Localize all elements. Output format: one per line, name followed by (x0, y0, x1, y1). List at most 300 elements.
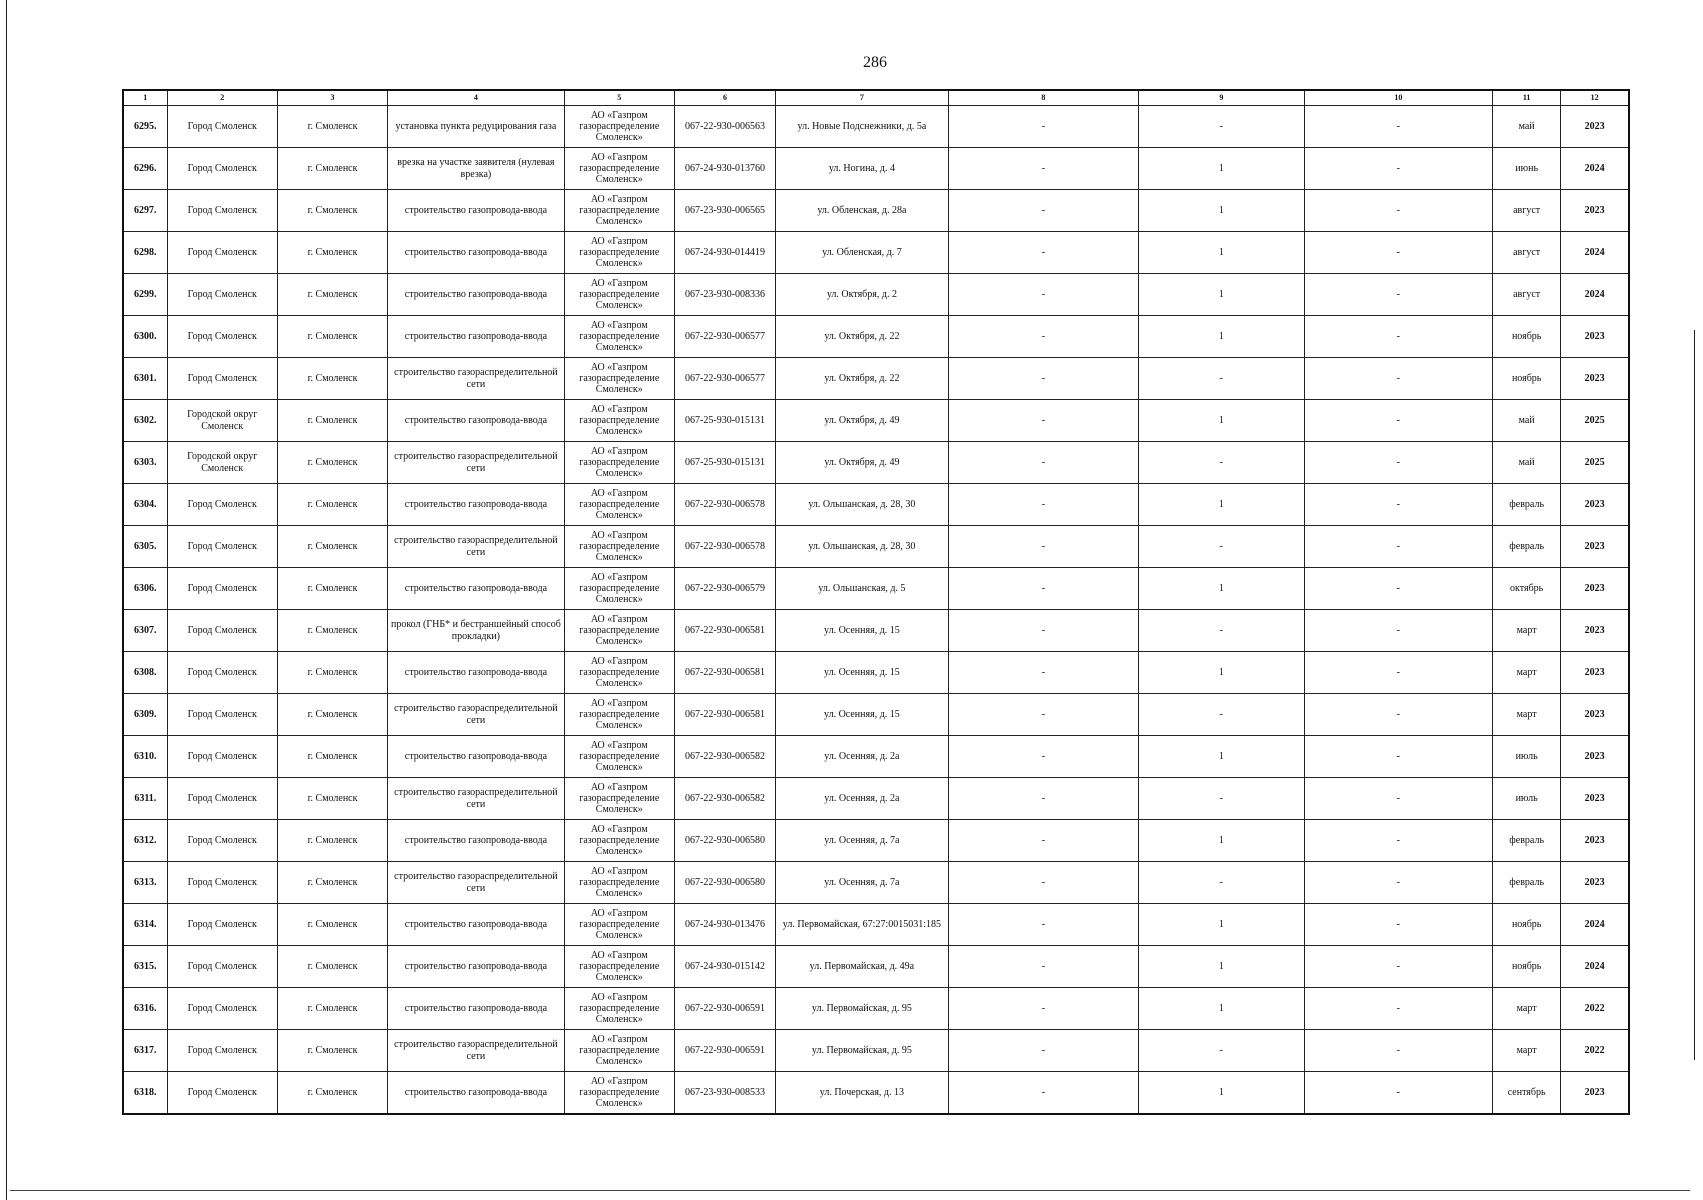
row-number: 6295. (123, 106, 167, 148)
city-cell: г. Смоленск (277, 526, 387, 568)
city-cell: г. Смоленск (277, 400, 387, 442)
work-type-cell: строительство газопровода-ввода (388, 820, 564, 862)
application-code-cell: 067-23-930-008336 (674, 274, 775, 316)
column-9-cell: - (1139, 106, 1304, 148)
work-type-cell: строительство газопровода-ввода (388, 190, 564, 232)
table-row (123, 610, 1629, 652)
column-8-cell: - (948, 862, 1139, 904)
column-8-cell: - (948, 274, 1139, 316)
address-cell: ул. Ногина, д. 4 (776, 148, 948, 190)
year-cell: 2023 (1561, 694, 1629, 736)
row-number: 6307. (123, 610, 167, 652)
table-row (123, 232, 1629, 274)
address-cell: ул. Ольшанская, д. 5 (776, 568, 948, 610)
organization-cell: АО «Газпром газораспределение Смоленск» (564, 862, 674, 904)
city-cell: г. Смоленск (277, 1030, 387, 1072)
address-cell: ул. Октября, д. 49 (776, 400, 948, 442)
month-cell: март (1493, 694, 1561, 736)
organization-cell: АО «Газпром газораспределение Смоленск» (564, 694, 674, 736)
column-8-cell: - (948, 526, 1139, 568)
row-number: 6311. (123, 778, 167, 820)
row-number: 6297. (123, 190, 167, 232)
application-code-cell: 067-22-930-006577 (674, 316, 775, 358)
table-row (123, 736, 1629, 778)
address-cell: ул. Первомайская, д. 95 (776, 988, 948, 1030)
organization-cell: АО «Газпром газораспределение Смоленск» (564, 106, 674, 148)
column-8-cell: - (948, 904, 1139, 946)
month-cell: октябрь (1493, 568, 1561, 610)
column-8-cell: - (948, 988, 1139, 1030)
month-cell: август (1493, 274, 1561, 316)
year-cell: 2024 (1561, 232, 1629, 274)
application-code-cell: 067-22-930-006577 (674, 358, 775, 400)
column-header: 8 (948, 90, 1139, 106)
column-header: 10 (1304, 90, 1493, 106)
city-cell: г. Смоленск (277, 148, 387, 190)
month-cell: май (1493, 442, 1561, 484)
organization-cell: АО «Газпром газораспределение Смоленск» (564, 190, 674, 232)
column-9-cell: 1 (1139, 904, 1304, 946)
column-8-cell: - (948, 148, 1139, 190)
table-row (123, 778, 1629, 820)
address-cell: ул. Октября, д. 49 (776, 442, 948, 484)
city-cell: г. Смоленск (277, 190, 387, 232)
city-cell: г. Смоленск (277, 232, 387, 274)
row-number: 6304. (123, 484, 167, 526)
district-cell: Город Смоленск (167, 232, 277, 274)
work-type-cell: установка пункта редуцирования газа (388, 106, 564, 148)
column-9-cell: - (1139, 1030, 1304, 1072)
district-cell: Город Смоленск (167, 358, 277, 400)
organization-cell: АО «Газпром газораспределение Смоленск» (564, 484, 674, 526)
table-row (123, 316, 1629, 358)
column-9-cell: - (1139, 862, 1304, 904)
column-header: 7 (776, 90, 948, 106)
column-8-cell: - (948, 358, 1139, 400)
column-9-cell: - (1139, 526, 1304, 568)
city-cell: г. Смоленск (277, 316, 387, 358)
application-code-cell: 067-24-930-013476 (674, 904, 775, 946)
district-cell: Город Смоленск (167, 820, 277, 862)
column-8-cell: - (948, 442, 1139, 484)
organization-cell: АО «Газпром газораспределение Смоленск» (564, 778, 674, 820)
row-number: 6306. (123, 568, 167, 610)
table-row (123, 820, 1629, 862)
column-header: 1 (123, 90, 167, 106)
row-number: 6315. (123, 946, 167, 988)
work-type-cell: строительство газопровода-ввода (388, 274, 564, 316)
year-cell: 2023 (1561, 778, 1629, 820)
application-code-cell: 067-25-930-015131 (674, 442, 775, 484)
application-code-cell: 067-22-930-006581 (674, 694, 775, 736)
year-cell: 2023 (1561, 736, 1629, 778)
work-type-cell: строительство газораспределительной сети (388, 694, 564, 736)
column-8-cell: - (948, 652, 1139, 694)
work-type-cell: строительство газопровода-ввода (388, 1072, 564, 1115)
city-cell: г. Смоленск (277, 778, 387, 820)
address-cell: ул. Осенняя, д. 15 (776, 694, 948, 736)
district-cell: Город Смоленск (167, 484, 277, 526)
row-number: 6305. (123, 526, 167, 568)
application-code-cell: 067-22-930-006581 (674, 610, 775, 652)
address-cell: ул. Октября, д. 22 (776, 316, 948, 358)
column-10-cell: - (1304, 736, 1493, 778)
column-8-cell: - (948, 106, 1139, 148)
column-9-cell: - (1139, 442, 1304, 484)
month-cell: май (1493, 106, 1561, 148)
table-row (123, 148, 1629, 190)
row-number: 6310. (123, 736, 167, 778)
column-10-cell: - (1304, 778, 1493, 820)
month-cell: март (1493, 610, 1561, 652)
application-code-cell: 067-23-930-008533 (674, 1072, 775, 1115)
organization-cell: АО «Газпром газораспределение Смоленск» (564, 610, 674, 652)
column-10-cell: - (1304, 1072, 1493, 1115)
table-row (123, 442, 1629, 484)
work-type-cell: прокол (ГНБ* и бестраншейный способ прокладки) (388, 610, 564, 652)
row-number: 6316. (123, 988, 167, 1030)
column-9-cell: 1 (1139, 946, 1304, 988)
column-10-cell: - (1304, 694, 1493, 736)
district-cell: Город Смоленск (167, 568, 277, 610)
address-cell: ул. Осенняя, д. 7а (776, 820, 948, 862)
address-cell: ул. Почерская, д. 13 (776, 1072, 948, 1115)
work-type-cell: строительство газопровода-ввода (388, 568, 564, 610)
district-cell: Город Смоленск (167, 946, 277, 988)
column-header: 3 (277, 90, 387, 106)
year-cell: 2023 (1561, 610, 1629, 652)
column-10-cell: - (1304, 358, 1493, 400)
year-cell: 2023 (1561, 862, 1629, 904)
table-row (123, 106, 1629, 148)
organization-cell: АО «Газпром газораспределение Смоленск» (564, 400, 674, 442)
district-cell: Город Смоленск (167, 778, 277, 820)
city-cell: г. Смоленск (277, 652, 387, 694)
year-cell: 2024 (1561, 274, 1629, 316)
address-cell: ул. Первомайская, д. 95 (776, 1030, 948, 1072)
work-type-cell: строительство газораспределительной сети (388, 862, 564, 904)
table-row (123, 568, 1629, 610)
organization-cell: АО «Газпром газораспределение Смоленск» (564, 274, 674, 316)
bottom-rule (10, 1190, 1690, 1191)
application-code-cell: 067-23-930-006565 (674, 190, 775, 232)
column-10-cell: - (1304, 568, 1493, 610)
work-type-cell: врезка на участке заявителя (нулевая врезка) (388, 148, 564, 190)
page-number: 286 (863, 54, 887, 71)
application-code-cell: 067-22-930-006563 (674, 106, 775, 148)
organization-cell: АО «Газпром газораспределение Смоленск» (564, 988, 674, 1030)
application-code-cell: 067-22-930-006578 (674, 484, 775, 526)
column-9-cell: 1 (1139, 568, 1304, 610)
column-9-cell: 1 (1139, 190, 1304, 232)
year-cell: 2022 (1561, 988, 1629, 1030)
column-10-cell: - (1304, 904, 1493, 946)
row-number: 6296. (123, 148, 167, 190)
address-cell: ул. Октября, д. 2 (776, 274, 948, 316)
column-10-cell: - (1304, 862, 1493, 904)
application-code-cell: 067-22-930-006591 (674, 1030, 775, 1072)
district-cell: Город Смоленск (167, 1030, 277, 1072)
city-cell: г. Смоленск (277, 442, 387, 484)
year-cell: 2023 (1561, 526, 1629, 568)
row-number: 6308. (123, 652, 167, 694)
table-row (123, 694, 1629, 736)
month-cell: август (1493, 190, 1561, 232)
table-row (123, 190, 1629, 232)
year-cell: 2023 (1561, 484, 1629, 526)
organization-cell: АО «Газпром газораспределение Смоленск» (564, 316, 674, 358)
organization-cell: АО «Газпром газораспределение Смоленск» (564, 904, 674, 946)
column-10-cell: - (1304, 946, 1493, 988)
table-row (123, 358, 1629, 400)
column-header: 6 (674, 90, 775, 106)
row-number: 6299. (123, 274, 167, 316)
application-code-cell: 067-24-930-013760 (674, 148, 775, 190)
month-cell: июль (1493, 778, 1561, 820)
organization-cell: АО «Газпром газораспределение Смоленск» (564, 1030, 674, 1072)
column-9-cell: 1 (1139, 232, 1304, 274)
column-8-cell: - (948, 484, 1139, 526)
year-cell: 2023 (1561, 820, 1629, 862)
address-cell: ул. Ольшанская, д. 28, 30 (776, 484, 948, 526)
work-type-cell: строительство газопровода-ввода (388, 232, 564, 274)
table-row (123, 862, 1629, 904)
year-cell: 2024 (1561, 148, 1629, 190)
month-cell: март (1493, 1030, 1561, 1072)
organization-cell: АО «Газпром газораспределение Смоленск» (564, 568, 674, 610)
year-cell: 2023 (1561, 190, 1629, 232)
work-type-cell: строительство газопровода-ввода (388, 652, 564, 694)
table-row (123, 988, 1629, 1030)
column-header: 9 (1139, 90, 1304, 106)
column-9-cell: - (1139, 358, 1304, 400)
column-10-cell: - (1304, 610, 1493, 652)
column-8-cell: - (948, 400, 1139, 442)
column-9-cell: 1 (1139, 400, 1304, 442)
month-cell: май (1493, 400, 1561, 442)
city-cell: г. Смоленск (277, 106, 387, 148)
column-10-cell: - (1304, 526, 1493, 568)
table-row (123, 652, 1629, 694)
district-cell: Город Смоленск (167, 1072, 277, 1115)
work-type-cell: строительство газопровода-ввода (388, 904, 564, 946)
address-cell: ул. Новые Подснежники, д. 5а (776, 106, 948, 148)
month-cell: июнь (1493, 148, 1561, 190)
column-8-cell: - (948, 736, 1139, 778)
address-cell: ул. Обленская, д. 28а (776, 190, 948, 232)
organization-cell: АО «Газпром газораспределение Смоленск» (564, 442, 674, 484)
city-cell: г. Смоленск (277, 484, 387, 526)
application-code-cell: 067-22-930-006581 (674, 652, 775, 694)
city-cell: г. Смоленск (277, 988, 387, 1030)
column-10-cell: - (1304, 148, 1493, 190)
table-row (123, 526, 1629, 568)
city-cell: г. Смоленск (277, 274, 387, 316)
table-row (123, 946, 1629, 988)
work-type-cell: строительство газопровода-ввода (388, 946, 564, 988)
column-10-cell: - (1304, 442, 1493, 484)
year-cell: 2024 (1561, 946, 1629, 988)
column-number-row (123, 90, 1629, 106)
row-number: 6303. (123, 442, 167, 484)
district-cell: Город Смоленск (167, 106, 277, 148)
city-cell: г. Смоленск (277, 358, 387, 400)
work-type-cell: строительство газопровода-ввода (388, 400, 564, 442)
column-10-cell: - (1304, 400, 1493, 442)
month-cell: ноябрь (1493, 904, 1561, 946)
work-type-cell: строительство газопровода-ввода (388, 484, 564, 526)
row-number: 6309. (123, 694, 167, 736)
column-10-cell: - (1304, 652, 1493, 694)
year-cell: 2025 (1561, 400, 1629, 442)
organization-cell: АО «Газпром газораспределение Смоленск» (564, 526, 674, 568)
organization-cell: АО «Газпром газораспределение Смоленск» (564, 148, 674, 190)
application-code-cell: 067-22-930-006580 (674, 862, 775, 904)
district-cell: Город Смоленск (167, 316, 277, 358)
column-header: 12 (1561, 90, 1629, 106)
year-cell: 2023 (1561, 316, 1629, 358)
table-row (123, 484, 1629, 526)
column-9-cell: 1 (1139, 316, 1304, 358)
application-code-cell: 067-22-930-006582 (674, 736, 775, 778)
address-cell: ул. Осенняя, д. 2а (776, 736, 948, 778)
column-8-cell: - (948, 694, 1139, 736)
column-header: 2 (167, 90, 277, 106)
district-cell: Город Смоленск (167, 694, 277, 736)
column-header: 4 (388, 90, 564, 106)
district-cell: Город Смоленск (167, 274, 277, 316)
column-9-cell: 1 (1139, 274, 1304, 316)
application-code-cell: 067-24-930-014419 (674, 232, 775, 274)
row-number: 6312. (123, 820, 167, 862)
table-row (123, 1030, 1629, 1072)
column-8-cell: - (948, 610, 1139, 652)
left-edge-mark (6, 0, 7, 1200)
column-header: 5 (564, 90, 674, 106)
address-cell: ул. Первомайская, д. 49а (776, 946, 948, 988)
month-cell: март (1493, 988, 1561, 1030)
address-cell: ул. Осенняя, д. 15 (776, 610, 948, 652)
district-cell: Город Смоленск (167, 652, 277, 694)
column-10-cell: - (1304, 988, 1493, 1030)
month-cell: август (1493, 232, 1561, 274)
organization-cell: АО «Газпром газораспределение Смоленск» (564, 820, 674, 862)
application-code-cell: 067-22-930-006580 (674, 820, 775, 862)
month-cell: февраль (1493, 526, 1561, 568)
column-10-cell: - (1304, 232, 1493, 274)
column-8-cell: - (948, 946, 1139, 988)
column-9-cell: 1 (1139, 820, 1304, 862)
table-row (123, 1072, 1629, 1115)
year-cell: 2023 (1561, 106, 1629, 148)
address-cell: ул. Октября, д. 22 (776, 358, 948, 400)
right-edge-mark (1694, 330, 1695, 1060)
city-cell: г. Смоленск (277, 1072, 387, 1115)
table-row (123, 400, 1629, 442)
organization-cell: АО «Газпром газораспределение Смоленск» (564, 946, 674, 988)
address-cell: ул. Осенняя, д. 2а (776, 778, 948, 820)
column-8-cell: - (948, 232, 1139, 274)
table-body (123, 106, 1629, 1115)
column-10-cell: - (1304, 274, 1493, 316)
work-type-cell: строительство газораспределительной сети (388, 358, 564, 400)
plan-table-container (122, 89, 1630, 1115)
month-cell: февраль (1493, 862, 1561, 904)
row-number: 6300. (123, 316, 167, 358)
month-cell: февраль (1493, 484, 1561, 526)
year-cell: 2023 (1561, 568, 1629, 610)
column-10-cell: - (1304, 484, 1493, 526)
organization-cell: АО «Газпром газораспределение Смоленск» (564, 652, 674, 694)
city-cell: г. Смоленск (277, 568, 387, 610)
row-number: 6302. (123, 400, 167, 442)
district-cell: Городской округ Смоленск (167, 400, 277, 442)
district-cell: Город Смоленск (167, 988, 277, 1030)
district-cell: Город Смоленск (167, 526, 277, 568)
row-number: 6314. (123, 904, 167, 946)
column-10-cell: - (1304, 1030, 1493, 1072)
year-cell: 2025 (1561, 442, 1629, 484)
month-cell: март (1493, 652, 1561, 694)
district-cell: Город Смоленск (167, 148, 277, 190)
organization-cell: АО «Газпром газораспределение Смоленск» (564, 736, 674, 778)
city-cell: г. Смоленск (277, 694, 387, 736)
work-type-cell: строительство газопровода-ввода (388, 736, 564, 778)
column-9-cell: - (1139, 610, 1304, 652)
organization-cell: АО «Газпром газораспределение Смоленск» (564, 358, 674, 400)
column-9-cell: - (1139, 694, 1304, 736)
row-number: 6298. (123, 232, 167, 274)
city-cell: г. Смоленск (277, 904, 387, 946)
district-cell: Городской округ Смоленск (167, 442, 277, 484)
address-cell: ул. Осенняя, д. 15 (776, 652, 948, 694)
column-8-cell: - (948, 190, 1139, 232)
month-cell: февраль (1493, 820, 1561, 862)
application-code-cell: 067-22-930-006579 (674, 568, 775, 610)
work-type-cell: строительство газораспределительной сети (388, 778, 564, 820)
month-cell: июль (1493, 736, 1561, 778)
city-cell: г. Смоленск (277, 946, 387, 988)
city-cell: г. Смоленск (277, 820, 387, 862)
work-type-cell: строительство газораспределительной сети (388, 442, 564, 484)
district-cell: Город Смоленск (167, 610, 277, 652)
column-8-cell: - (948, 568, 1139, 610)
application-code-cell: 067-22-930-006591 (674, 988, 775, 1030)
district-cell: Город Смоленск (167, 904, 277, 946)
column-9-cell: 1 (1139, 652, 1304, 694)
city-cell: г. Смоленск (277, 862, 387, 904)
address-cell: ул. Ольшанская, д. 28, 30 (776, 526, 948, 568)
month-cell: ноябрь (1493, 358, 1561, 400)
column-9-cell: 1 (1139, 484, 1304, 526)
column-10-cell: - (1304, 190, 1493, 232)
column-10-cell: - (1304, 106, 1493, 148)
application-code-cell: 067-25-930-015131 (674, 400, 775, 442)
application-code-cell: 067-24-930-015142 (674, 946, 775, 988)
year-cell: 2023 (1561, 358, 1629, 400)
application-code-cell: 067-22-930-006582 (674, 778, 775, 820)
column-8-cell: - (948, 778, 1139, 820)
district-cell: Город Смоленск (167, 862, 277, 904)
column-8-cell: - (948, 316, 1139, 358)
district-cell: Город Смоленск (167, 190, 277, 232)
year-cell: 2024 (1561, 904, 1629, 946)
column-9-cell: 1 (1139, 736, 1304, 778)
work-type-cell: строительство газораспределительной сети (388, 526, 564, 568)
column-9-cell: 1 (1139, 1072, 1304, 1115)
column-9-cell: - (1139, 778, 1304, 820)
column-9-cell: 1 (1139, 148, 1304, 190)
